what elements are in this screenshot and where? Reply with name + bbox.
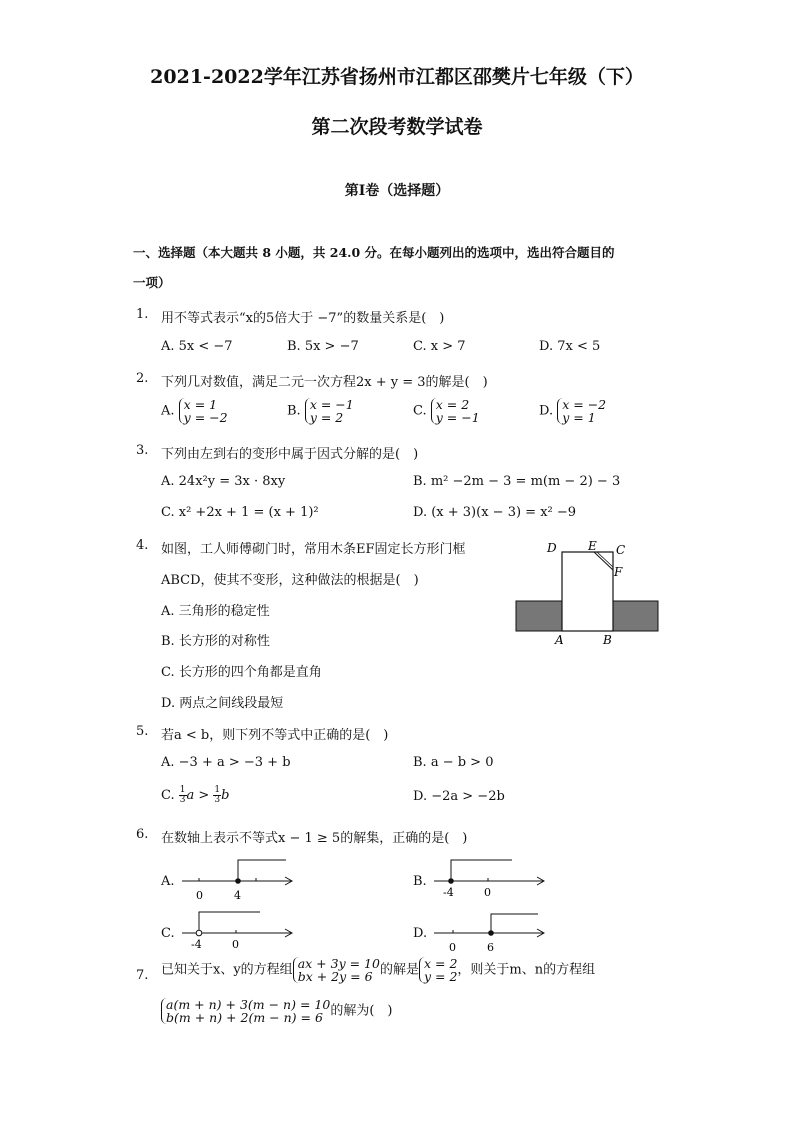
option-label: B. bbox=[287, 403, 301, 419]
svg-text:-4: -4 bbox=[443, 886, 454, 899]
part-heading: 第I卷（选择题） bbox=[344, 183, 450, 199]
q2-option-a bbox=[161, 398, 228, 424]
question-4-stem-line1: 如图，工人师傅砌门时，常用木条EF固定长方形门框 bbox=[161, 542, 466, 557]
question-number: 4. bbox=[136, 538, 149, 553]
q6-number-line-a bbox=[176, 854, 298, 904]
q5-option-a: A. −3 + a > −3 + b bbox=[161, 755, 291, 770]
q4-option-b: B. 长方形的对称性 bbox=[161, 634, 270, 649]
label-e: E bbox=[588, 539, 597, 553]
q6-option-a-label: A. bbox=[161, 874, 175, 889]
q5-option-b: B. a − b > 0 bbox=[413, 755, 494, 770]
equation-system: x = −2 y = 1 bbox=[557, 398, 606, 424]
q6-option-d-label: D. bbox=[413, 926, 428, 941]
question-7-stem-line1: 已知关于x、y的方程组 ax + 3y = 10 bx + 2y = 6 的解是 x = 2 y = 2 ，则关于m、n的方程组 bbox=[161, 956, 596, 984]
label-d: D bbox=[547, 541, 557, 555]
svg-text:6: 6 bbox=[487, 941, 494, 954]
svg-text:4: 4 bbox=[234, 889, 241, 902]
q4-option-a: A. 三角形的稳定性 bbox=[161, 604, 270, 619]
q1-option-a: A. 5x < −7 bbox=[161, 339, 233, 354]
q4-option-d: D. 两点之间线段最短 bbox=[161, 696, 284, 711]
q4-option-c: C. 长方形的四个角都是直角 bbox=[161, 665, 322, 680]
svg-text:0: 0 bbox=[484, 886, 491, 899]
door-frame-rect bbox=[562, 552, 613, 631]
q6-number-line-d bbox=[428, 906, 550, 956]
door-frame-figure bbox=[510, 535, 665, 650]
q3-option-a: A. 24x²y = 3x · 8xy bbox=[161, 474, 286, 489]
section-heading-line2: 一项） bbox=[133, 275, 171, 290]
q5-option-c: C. $\frac{1}{3}$ a > $\frac{1}{3}$ b bbox=[161, 785, 230, 805]
question-1-stem: 用不等式表示“x的5倍大于 −7”的数量关系是( ) bbox=[161, 311, 445, 326]
q6-number-line-b bbox=[428, 854, 550, 904]
q2-option-c bbox=[413, 398, 480, 424]
q6-option-c-label: C. bbox=[161, 926, 175, 941]
svg-text:0: 0 bbox=[196, 889, 203, 902]
question-5-stem: 若a < b，则下列不等式中正确的是( ) bbox=[161, 728, 389, 743]
q2-option-d bbox=[539, 398, 606, 424]
q5-option-d: D. −2a > −2b bbox=[413, 789, 505, 804]
svg-text:-4: -4 bbox=[191, 938, 202, 951]
q1-option-c: C. x > 7 bbox=[413, 339, 466, 354]
section-heading-line1: 一、选择题（本大题共 8 小题，共 24.0 分。在每小题列出的选项中，选出符合题目的 bbox=[133, 245, 615, 260]
q3-option-b: B. m² −2m − 3 = m(m − 2) − 3 bbox=[413, 474, 621, 489]
q2-option-b bbox=[287, 398, 354, 424]
q3-option-d: D. (x + 3)(x − 3) = x² −9 bbox=[413, 505, 577, 520]
option-label: C. bbox=[413, 403, 427, 419]
paper-title-line1: 2021-2022学年江苏省扬州市江都区邵樊片七年级（下） bbox=[150, 66, 644, 88]
question-number: 2. bbox=[136, 371, 149, 386]
q6-option-b-label: B. bbox=[413, 874, 427, 889]
label-c: C bbox=[616, 543, 626, 557]
q3-option-c: C. x² +2x + 1 = (x + 1)² bbox=[161, 505, 319, 520]
equation-system: x = 2 y = 2 bbox=[419, 957, 457, 983]
question-number: 7. bbox=[136, 968, 149, 983]
question-7-stem-line2: a(m + n) + 3(m − n) = 10 b(m + n) + 2(m − n) = 6 的解为( ) bbox=[161, 998, 392, 1024]
option-label: C. bbox=[161, 788, 175, 803]
label-b: B bbox=[603, 633, 612, 647]
svg-text:0: 0 bbox=[232, 938, 239, 951]
wall-left bbox=[516, 601, 563, 631]
question-number: 3. bbox=[136, 443, 149, 458]
q1-option-b: B. 5x > −7 bbox=[287, 339, 359, 354]
equation-system: ax + 3y = 10 bx + 2y = 6 bbox=[293, 957, 380, 983]
hollow-endpoint bbox=[196, 930, 202, 936]
wall-right bbox=[612, 601, 658, 631]
fraction: $\frac{1}{3}$ bbox=[179, 785, 186, 805]
equation-system: x = 1 y = −2 bbox=[179, 398, 228, 424]
label-a: A bbox=[555, 633, 564, 647]
equation-system: a(m + n) + 3(m − n) = 10 b(m + n) + 2(m − n) = 6 bbox=[161, 998, 330, 1024]
option-label: A. bbox=[161, 403, 175, 419]
question-number: 6. bbox=[136, 827, 149, 842]
equation-system: x = −1 y = 2 bbox=[305, 398, 354, 424]
question-3-stem: 下列由左到右的变形中属于因式分解的是( ) bbox=[161, 447, 419, 462]
section-heading bbox=[133, 238, 673, 298]
label-f: F bbox=[614, 565, 623, 579]
q1-option-d: D. 7x < 5 bbox=[539, 339, 601, 354]
question-2-stem: 下列几对数值，满足二元一次方程2x + y = 3的解是( ) bbox=[161, 375, 488, 390]
paper-title-line2: 第二次段考数学试卷 bbox=[311, 116, 483, 138]
svg-text:0: 0 bbox=[449, 941, 456, 954]
question-number: 1. bbox=[136, 307, 149, 322]
equation-system: x = 2 y = −1 bbox=[431, 398, 480, 424]
question-4-stem-line2: ABCD，使其不变形，这种做法的根据是( ) bbox=[161, 573, 419, 588]
fraction: $\frac{1}{3}$ bbox=[214, 785, 221, 805]
question-6-stem: 在数轴上表示不等式x − 1 ≥ 5的解集，正确的是( ) bbox=[161, 831, 468, 846]
question-number: 5. bbox=[136, 724, 149, 739]
q6-number-line-c bbox=[176, 906, 298, 956]
option-label: D. bbox=[539, 403, 554, 419]
